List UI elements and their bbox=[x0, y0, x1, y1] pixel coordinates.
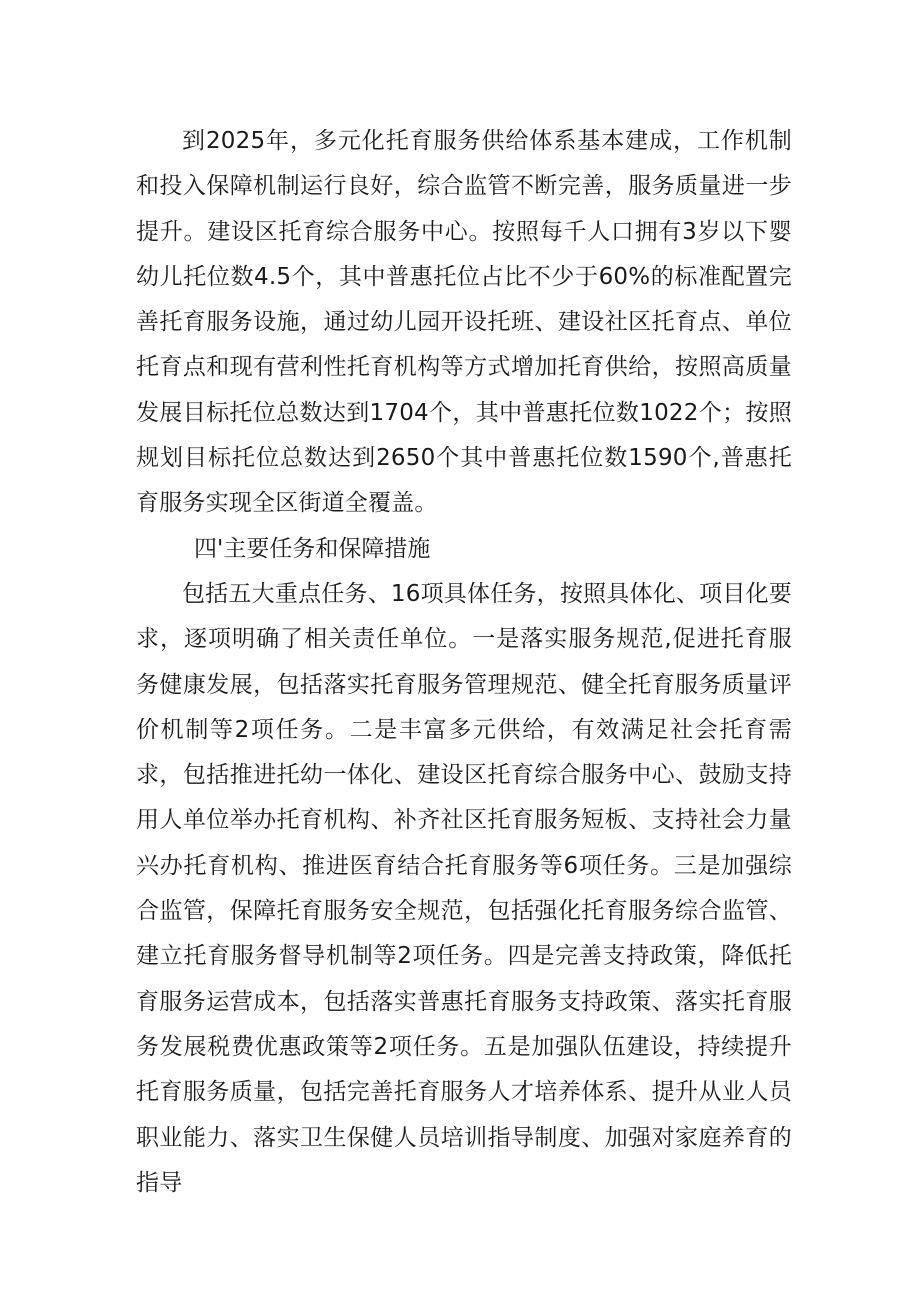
section-heading-main-tasks: 四'主要任务和保障措施 bbox=[194, 535, 431, 562]
document-body bbox=[136, 119, 792, 1206]
paragraph-goals-2025: 到2025年，多元化托育服务供给体系基本建成，工作机制和投入保障机制运行良好，综合监管不断完善，服务质量进一步提升。建设区托育综合服务中心。按照每千人口拥有3岁以下婴幼儿托位数4.5个，其中普惠托位占比不少于60%的标准配置完善托育服务设施，通过幼儿园开设托班、建设社区托育点、单位托育点和现有营利性托育机构等方式增加托育供给，按照高质量发展目标托位总数达到1704个，其中普惠托位数1022个；按照规划目标托位总数达到2650个其中普惠托位数1590个,普惠托育服务实现全区街道全覆盖。 bbox=[136, 128, 792, 517]
paragraph-key-tasks: 包括五大重点任务、16项具体任务，按照具体化、项目化要求，逐项明确了相关责任单位。一是落实服务规范,促进托育服务健康发展，包括落实托育服务管理规范、健全托育服务质量评价机制等2项任务。二是丰富多元供给，有效满足社会托育需求，包括推进托幼一体化、建设区托育综合服务中心、鼓励支持用人单位举办托育机构、补齐社区托育服务短板、支持社会力量兴办托育机构、推进医育结合托育服务等6项任务。三是加强综合监管，保障托育服务安全规范，包括强化托育服务综合监管、建立托育服务督导机制等2项任务。四是完善支持政策，降低托育服务运营成本，包括落实普惠托育服务支持政策、落实托育服务发展税费优惠政策等2项任务。五是加强队伍建设，持续提升托育服务质量，包括完善托育服务人才培养体系、提升从业人员职业能力、落实卫生保健人员培训指导制度、加强对家庭养育的指导 bbox=[136, 580, 792, 1196]
